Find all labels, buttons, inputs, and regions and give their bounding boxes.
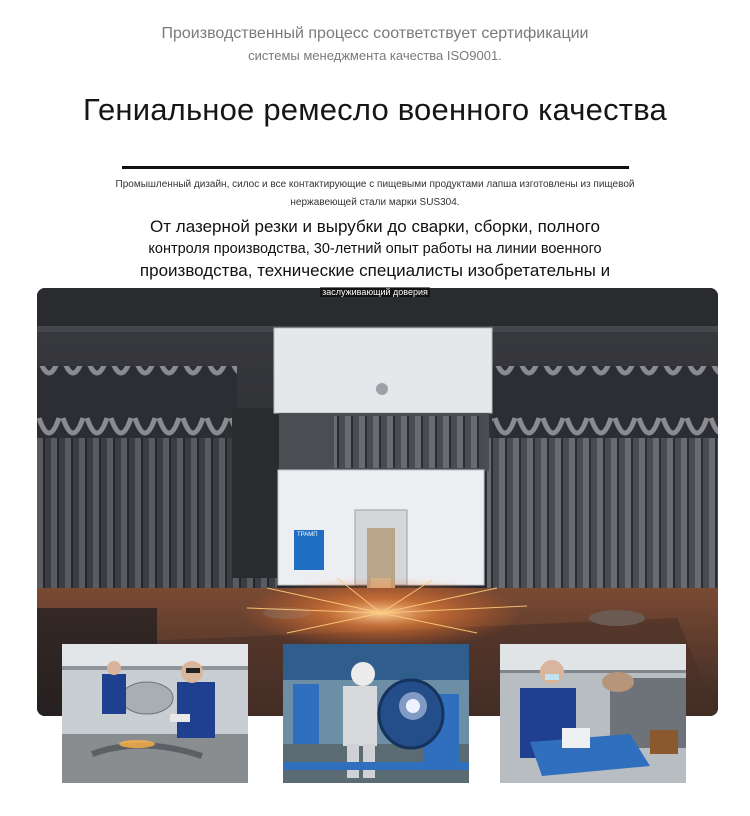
machine-label: ТРАМП — [297, 532, 318, 538]
material-note-line-2: нержавеющей стали марки SUS304. — [290, 197, 460, 208]
description-line-4-caption — [0, 286, 750, 299]
material-note-line-1: Промышленный дизайн, силос и все контактирующие с пищевыми продуктами лапша изготовлены из пищевой — [115, 179, 635, 190]
workshop-photo-welding — [283, 644, 469, 783]
workshop-photo-assembly — [500, 644, 686, 783]
description-line-2: контроля производства, 30-летний опыт работы на линии военного — [148, 241, 602, 257]
intro-line-2: системы менеджмента качества ISO9001. — [248, 48, 502, 63]
intro-line-1: Производственный процесс соответствует сертификации — [161, 25, 589, 42]
assembly-illustration — [500, 644, 686, 783]
workshop-photo-grinding — [62, 644, 248, 783]
welding-illustration — [283, 644, 469, 783]
description-line-3: производства, технические специалисты изобретательны и — [139, 261, 611, 280]
headline-divider — [122, 166, 629, 169]
section-headline: Гениальное ремесло военного качества — [83, 92, 667, 127]
description-line-1: От лазерной резки и вырубки до сварки, сборки, полного — [150, 217, 600, 236]
grinding-illustration — [62, 644, 248, 783]
description-line-4: заслуживающий доверия — [322, 287, 428, 297]
